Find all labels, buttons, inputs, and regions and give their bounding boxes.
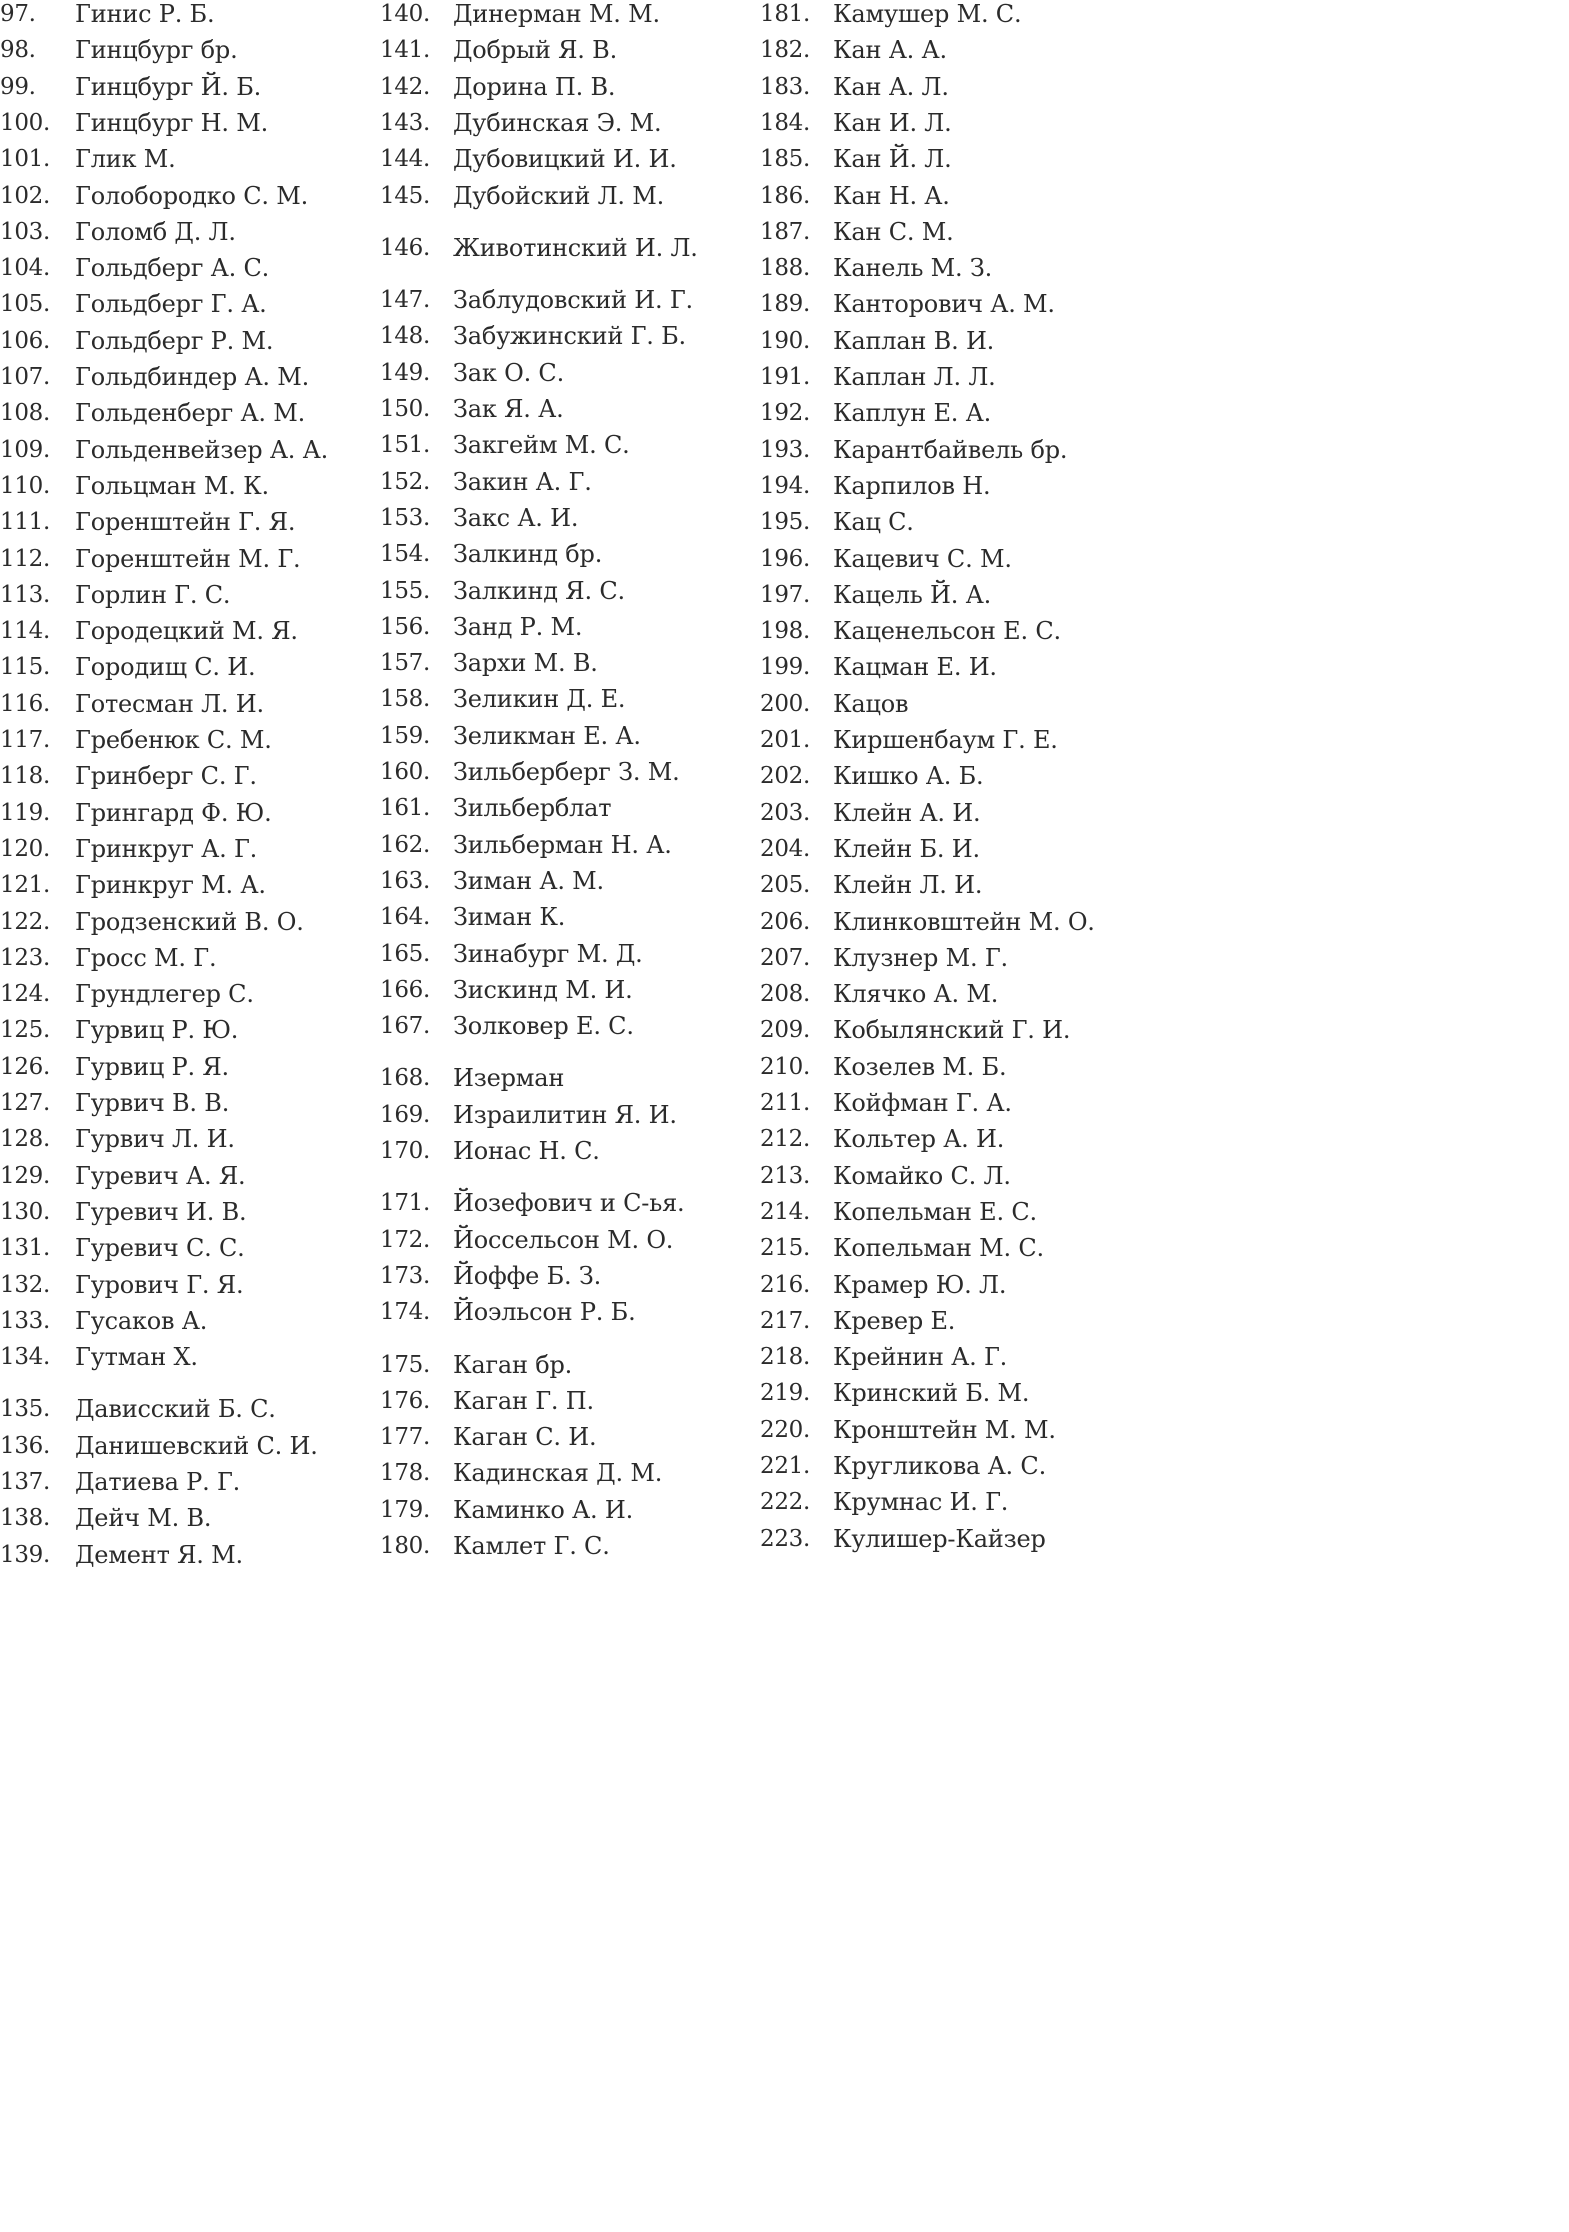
entry-number: 150. — [380, 396, 431, 422]
entry-name: Кацов — [833, 689, 909, 718]
entry-number: 132. — [0, 1271, 51, 1298]
entry-number: 151. — [380, 432, 431, 459]
entry-name: Кобылянский Г. И. — [833, 1016, 1071, 1045]
entry-number: 184. — [760, 109, 811, 136]
entry-number: 97. — [0, 1, 36, 27]
entry-name: Зильберберг З. М. — [453, 758, 680, 786]
entry-number: 128. — [0, 1126, 51, 1153]
entry-number: 114. — [0, 618, 51, 645]
entry-number: 120. — [0, 835, 51, 862]
entry-name: Данишевский С. И. — [75, 1431, 318, 1460]
entry-number: 209. — [760, 1017, 811, 1044]
entry-number: 211. — [760, 1090, 811, 1116]
entry-name: Клузнер М. Г. — [833, 943, 1008, 972]
entry-name: Каценельсон Е. С. — [833, 617, 1061, 646]
entry-name: Каган С. И. — [453, 1423, 597, 1452]
entry-number: 137. — [0, 1469, 51, 1495]
entry-number: 214. — [760, 1198, 811, 1225]
entry-number: 191. — [760, 364, 811, 390]
entry-name: Израилитин Я. И. — [453, 1100, 677, 1129]
entry-number: 124. — [0, 981, 51, 1008]
entry-number: 147. — [380, 287, 431, 314]
entry-number: 109. — [0, 436, 51, 463]
entry-number: 118. — [0, 763, 51, 790]
entry-number: 135. — [0, 1396, 51, 1423]
entry-number: 222. — [760, 1489, 811, 1516]
entry-number: 208. — [760, 981, 811, 1008]
entry-number: 156. — [380, 613, 431, 640]
entry-name: Гольдберг Г. А. — [75, 290, 267, 319]
entry-number: 174. — [380, 1299, 431, 1326]
entry-name: Городецкий М. Я. — [75, 617, 298, 646]
entry-name: Закин А. Г. — [453, 467, 592, 496]
entry-number: 185. — [760, 146, 811, 173]
entry-number: 149. — [380, 359, 431, 386]
entry-name: Добрый Я. В. — [453, 36, 618, 65]
entry-number: 164. — [380, 904, 431, 931]
entry-number: 213. — [760, 1162, 811, 1189]
entry-name: Клинковштейн М. О. — [833, 907, 1095, 936]
entry-number: 167. — [380, 1013, 431, 1040]
entry-name: Зискинд М. И. — [453, 975, 633, 1004]
entry-name: Копельман Е. С. — [833, 1197, 1037, 1226]
entry-name: Заблудовский И. Г. — [453, 286, 693, 315]
entry-name: Йоссельсон М. О. — [453, 1225, 674, 1254]
entry-number: 203. — [760, 799, 811, 826]
entry-name: Гинис Р. Б. — [75, 0, 215, 28]
entry-name: Камушер М. С. — [833, 0, 1022, 28]
entry-name: Глик М. — [75, 145, 176, 174]
entry-number: 188. — [760, 255, 811, 282]
entry-name: Крамер Ю. Л. — [833, 1270, 1007, 1299]
entry-name: Животинский И. Л. — [453, 233, 698, 262]
entry-name: Койфман Г. А. — [833, 1089, 1012, 1117]
entry-name: Кан А. Л. — [833, 72, 949, 101]
entry-name: Канторович А. М. — [833, 290, 1055, 319]
entry-number: 216. — [760, 1271, 811, 1298]
entry-number: 116. — [0, 690, 51, 717]
entry-number: 100. — [0, 109, 51, 136]
entry-name: Грундлегер С. — [75, 980, 254, 1009]
entry-name: Дависский Б. С. — [75, 1395, 276, 1424]
entry-name: Крейнин А. Г. — [833, 1343, 1008, 1372]
entry-name: Дубойский Л. М. — [453, 181, 665, 210]
entry-number: 105. — [0, 291, 51, 318]
entry-name: Демент Я. М. — [75, 1540, 243, 1569]
entry-name: Горлин Г. С. — [75, 580, 231, 609]
entry-name: Дорина П. В. — [453, 72, 616, 101]
entry-number: 206. — [760, 908, 811, 935]
entry-name: Гинцбург Н. М. — [75, 108, 269, 137]
entry-name: Динерман М. М. — [453, 0, 660, 28]
entry-name: Клячко А. М. — [833, 980, 999, 1009]
entry-name: Кругликова А. С. — [833, 1452, 1046, 1480]
entry-name: Зархи М. В. — [453, 649, 598, 678]
entry-name: Гинцбург бр. — [75, 36, 238, 65]
entry-name: Каган бр. — [453, 1350, 573, 1379]
entry-name: Голобородко С. М. — [75, 181, 309, 210]
entry-number: 200. — [760, 690, 811, 717]
entry-name: Гуревич А. Я. — [75, 1161, 246, 1190]
entry-number: 162. — [380, 831, 431, 858]
entry-number: 119. — [0, 799, 51, 826]
entry-name: Йозефович и С-ья. — [453, 1189, 685, 1218]
entry-number: 221. — [760, 1453, 811, 1479]
entry-name: Зинабург М. Д. — [453, 939, 643, 968]
document-page — [0, 0, 1104, 1568]
entry-number: 212. — [760, 1126, 811, 1153]
entry-name: Дубинская Э. М. — [453, 108, 662, 137]
entry-name: Закс А. И. — [453, 503, 579, 532]
entry-name: Грингард Ф. Ю. — [75, 798, 272, 827]
entry-number: 140. — [380, 1, 431, 27]
entry-number: 205. — [760, 872, 811, 899]
entry-name: Гольцман М. К. — [75, 471, 269, 500]
entry-number: 146. — [380, 234, 431, 261]
entry-number: 158. — [380, 686, 431, 713]
entry-number: 160. — [380, 759, 431, 785]
entry-number: 133. — [0, 1307, 51, 1334]
entry-number: 127. — [0, 1090, 51, 1116]
entry-number: 139. — [0, 1541, 51, 1568]
entry-name: Клейн Б. И. — [833, 834, 980, 863]
entry-name: Кулишер-Кайзер — [833, 1524, 1046, 1553]
entry-name: Гребенюк С. М. — [75, 726, 272, 754]
entry-name: Зильберблат — [453, 794, 612, 823]
entry-number: 199. — [760, 654, 811, 681]
entry-number: 101. — [0, 146, 51, 173]
entry-number: 103. — [0, 218, 51, 245]
entry-number: 220. — [760, 1416, 811, 1443]
entry-name: Дубовицкий И. И. — [453, 145, 677, 174]
entry-name: Гросс М. Г. — [75, 943, 217, 972]
entry-number: 187. — [760, 218, 811, 245]
entry-name: Крумнас И. Г. — [833, 1488, 1009, 1517]
entry-number: 134. — [0, 1344, 51, 1371]
entry-name: Каплан В. И. — [833, 326, 995, 355]
entry-number: 210. — [760, 1053, 811, 1080]
entry-number: 115. — [0, 654, 51, 681]
entry-number: 202. — [760, 763, 811, 790]
entry-number: 177. — [380, 1424, 431, 1451]
entry-number: 99. — [0, 73, 36, 100]
entry-name: Кацевич С. М. — [833, 544, 1012, 573]
entry-number: 107. — [0, 364, 51, 390]
entry-number: 141. — [380, 37, 431, 64]
entry-name: Изерман — [453, 1064, 565, 1093]
entry-name: Кан Й. Л. — [833, 145, 952, 174]
entry-name: Кан С. М. — [833, 217, 954, 246]
entry-number: 143. — [380, 109, 431, 136]
entry-number: 130. — [0, 1198, 51, 1225]
entry-name: Зеликин Д. Е. — [453, 685, 626, 714]
entry-number: 148. — [380, 323, 431, 350]
entry-number: 215. — [760, 1235, 811, 1262]
entry-number: 154. — [380, 541, 431, 568]
entry-name: Горенштейн М. Г. — [75, 544, 301, 573]
entry-name: Залкинд бр. — [453, 540, 603, 569]
entry-name: Кан А. А. — [833, 36, 947, 65]
entry-number: 192. — [760, 400, 811, 427]
entry-name: Канель М. З. — [833, 254, 993, 283]
entry-name: Кан И. Л. — [833, 108, 952, 137]
entry-number: 197. — [760, 581, 811, 608]
entry-number: 129. — [0, 1162, 51, 1189]
entry-number: 126. — [0, 1053, 51, 1080]
entry-number: 165. — [380, 940, 431, 967]
entry-name: Голомб Д. Л. — [75, 217, 236, 246]
entry-number: 131. — [0, 1235, 51, 1262]
entry-name: Зиман А. М. — [453, 866, 604, 895]
entry-number: 195. — [760, 509, 811, 536]
entry-number: 175. — [380, 1351, 431, 1378]
entry-number: 198. — [760, 618, 811, 645]
entry-number: 190. — [760, 327, 811, 354]
entry-number: 111. — [0, 509, 51, 536]
entry-name: Гольдберг Р. М. — [75, 326, 274, 355]
entry-name: Гутман Х. — [75, 1343, 198, 1372]
entry-name: Кан Н. А. — [833, 181, 950, 210]
entry-number: 110. — [0, 472, 51, 499]
entry-name: Гринкруг М. А. — [75, 871, 266, 900]
entry-number: 181. — [760, 1, 811, 27]
entry-number: 186. — [760, 182, 811, 209]
entry-name: Каплан Л. Л. — [833, 363, 996, 391]
entry-number: 104. — [0, 255, 51, 282]
entry-number: 223. — [760, 1525, 811, 1552]
entry-name: Зак Я. А. — [453, 395, 564, 423]
entry-name: Кринский Б. М. — [833, 1379, 1030, 1408]
entry-number: 112. — [0, 545, 51, 572]
entry-name: Гольденберг А. М. — [75, 399, 306, 428]
entry-name: Гинцбург Й. Б. — [75, 72, 262, 101]
entry-name: Кревер Е. — [833, 1306, 956, 1335]
entry-name: Каплун Е. А. — [833, 399, 992, 428]
entry-name: Каминко А. И. — [453, 1495, 634, 1524]
entry-name: Гуревич И. В. — [75, 1197, 247, 1226]
entry-name: Зеликман Е. А. — [453, 721, 641, 750]
entry-name: Киршенбаум Г. Е. — [833, 726, 1058, 754]
entry-name: Кольтер А. И. — [833, 1125, 1005, 1154]
entry-number: 123. — [0, 944, 51, 971]
entry-number: 161. — [380, 795, 431, 822]
entry-name: Кац С. — [833, 508, 914, 537]
entry-number: 176. — [380, 1387, 431, 1414]
entry-number: 113. — [0, 581, 51, 608]
entry-name: Гринберг С. Г. — [75, 762, 257, 791]
entry-name: Гродзенский В. О. — [75, 907, 304, 936]
entry-name: Гусаков А. — [75, 1306, 208, 1335]
entry-name: Гурович Г. Я. — [75, 1270, 244, 1299]
entry-number: 218. — [760, 1344, 811, 1371]
entry-number: 178. — [380, 1460, 431, 1487]
entry-number: 173. — [380, 1262, 431, 1289]
entry-number: 98. — [0, 37, 36, 64]
entry-name: Ионас Н. С. — [453, 1137, 600, 1165]
entry-name: Карпилов Н. — [833, 471, 991, 500]
entry-name: Кронштейн М. М. — [833, 1415, 1056, 1444]
entry-name: Клейн А. И. — [833, 798, 981, 827]
entry-name: Гольдбиндер А. М. — [75, 363, 310, 391]
entry-number: 106. — [0, 327, 51, 354]
entry-number: 194. — [760, 472, 811, 499]
entry-name: Дейч М. В. — [75, 1504, 212, 1533]
entry-number: 144. — [380, 146, 431, 173]
entry-name: Залкинд Я. С. — [453, 576, 625, 605]
entry-number: 196. — [760, 545, 811, 572]
entry-name: Кацман Е. И. — [833, 653, 997, 682]
entry-number: 201. — [760, 727, 811, 753]
entry-name: Кацель Й. А. — [833, 580, 992, 609]
entry-name: Йоффе Б. З. — [453, 1261, 602, 1290]
entry-number: 189. — [760, 291, 811, 318]
entry-name: Карантбайвель бр. — [833, 435, 1068, 464]
entry-name: Копельман М. С. — [833, 1234, 1044, 1263]
entry-number: 121. — [0, 872, 51, 899]
entry-name: Гринкруг А. Г. — [75, 834, 258, 863]
entry-number: 138. — [0, 1505, 51, 1532]
entry-name: Клейн Л. И. — [833, 871, 983, 900]
entry-name: Закгейм М. С. — [453, 431, 630, 460]
entry-name: Занд Р. М. — [453, 612, 583, 641]
entry-number: 204. — [760, 835, 811, 862]
entry-name: Гольдберг А. С. — [75, 254, 270, 283]
entry-name: Гольденвейзер А. А. — [75, 435, 329, 464]
entry-number: 183. — [760, 73, 811, 100]
entry-number: 169. — [380, 1101, 431, 1128]
entry-number: 142. — [380, 73, 431, 100]
entry-number: 166. — [380, 976, 431, 1003]
entry-name: Козелев М. Б. — [833, 1052, 1007, 1081]
entry-number: 217. — [760, 1307, 811, 1334]
entry-name: Зак О. С. — [453, 358, 565, 387]
entry-number: 180. — [380, 1533, 431, 1559]
entry-name: Кадинская Д. М. — [453, 1459, 663, 1488]
entry-number: 145. — [380, 182, 431, 209]
entry-number: 168. — [380, 1065, 431, 1092]
entry-number: 182. — [760, 37, 811, 64]
entry-number: 102. — [0, 182, 51, 209]
entry-name: Гурвич В. В. — [75, 1089, 230, 1117]
entry-number: 170. — [380, 1138, 431, 1164]
entry-number: 163. — [380, 867, 431, 894]
entry-name: Комайко С. Л. — [833, 1161, 1011, 1190]
entry-number: 219. — [760, 1380, 811, 1407]
entry-name: Готесман Л. И. — [75, 689, 264, 718]
entry-number: 193. — [760, 436, 811, 463]
entry-name: Зиман К. — [453, 903, 566, 932]
entry-number: 125. — [0, 1017, 51, 1044]
entry-number: 153. — [380, 504, 431, 531]
entry-number: 155. — [380, 577, 431, 604]
entry-name: Золковер Е. С. — [453, 1012, 634, 1041]
entry-name: Гурвиц Р. Ю. — [75, 1016, 239, 1045]
entry-number: 172. — [380, 1226, 431, 1253]
entry-number: 171. — [380, 1190, 431, 1217]
entry-name: Городищ С. И. — [75, 653, 256, 682]
entry-number: 117. — [0, 727, 51, 753]
entry-name: Датиева Р. Г. — [75, 1468, 241, 1496]
entry-name: Кишко А. Б. — [833, 762, 984, 791]
entry-name: Гуревич С. С. — [75, 1234, 245, 1263]
entry-number: 108. — [0, 400, 51, 427]
entry-name: Каган Г. П. — [453, 1386, 594, 1415]
entry-number: 157. — [380, 650, 431, 677]
entry-name: Горенштейн Г. Я. — [75, 508, 296, 537]
entry-name: Гурвич Л. И. — [75, 1125, 235, 1154]
entry-name: Забужинский Г. Б. — [453, 322, 686, 351]
entry-name: Камлет Г. С. — [453, 1532, 610, 1560]
entry-number: 159. — [380, 722, 431, 749]
entry-number: 152. — [380, 468, 431, 495]
entry-name: Гурвиц Р. Я. — [75, 1052, 229, 1081]
entry-number: 179. — [380, 1496, 431, 1523]
entry-number: 122. — [0, 908, 51, 935]
entry-number: 207. — [760, 944, 811, 971]
entry-name: Зильберман Н. А. — [453, 830, 672, 859]
entry-name: Йоэльсон Р. Б. — [453, 1298, 636, 1327]
entry-number: 136. — [0, 1432, 51, 1459]
